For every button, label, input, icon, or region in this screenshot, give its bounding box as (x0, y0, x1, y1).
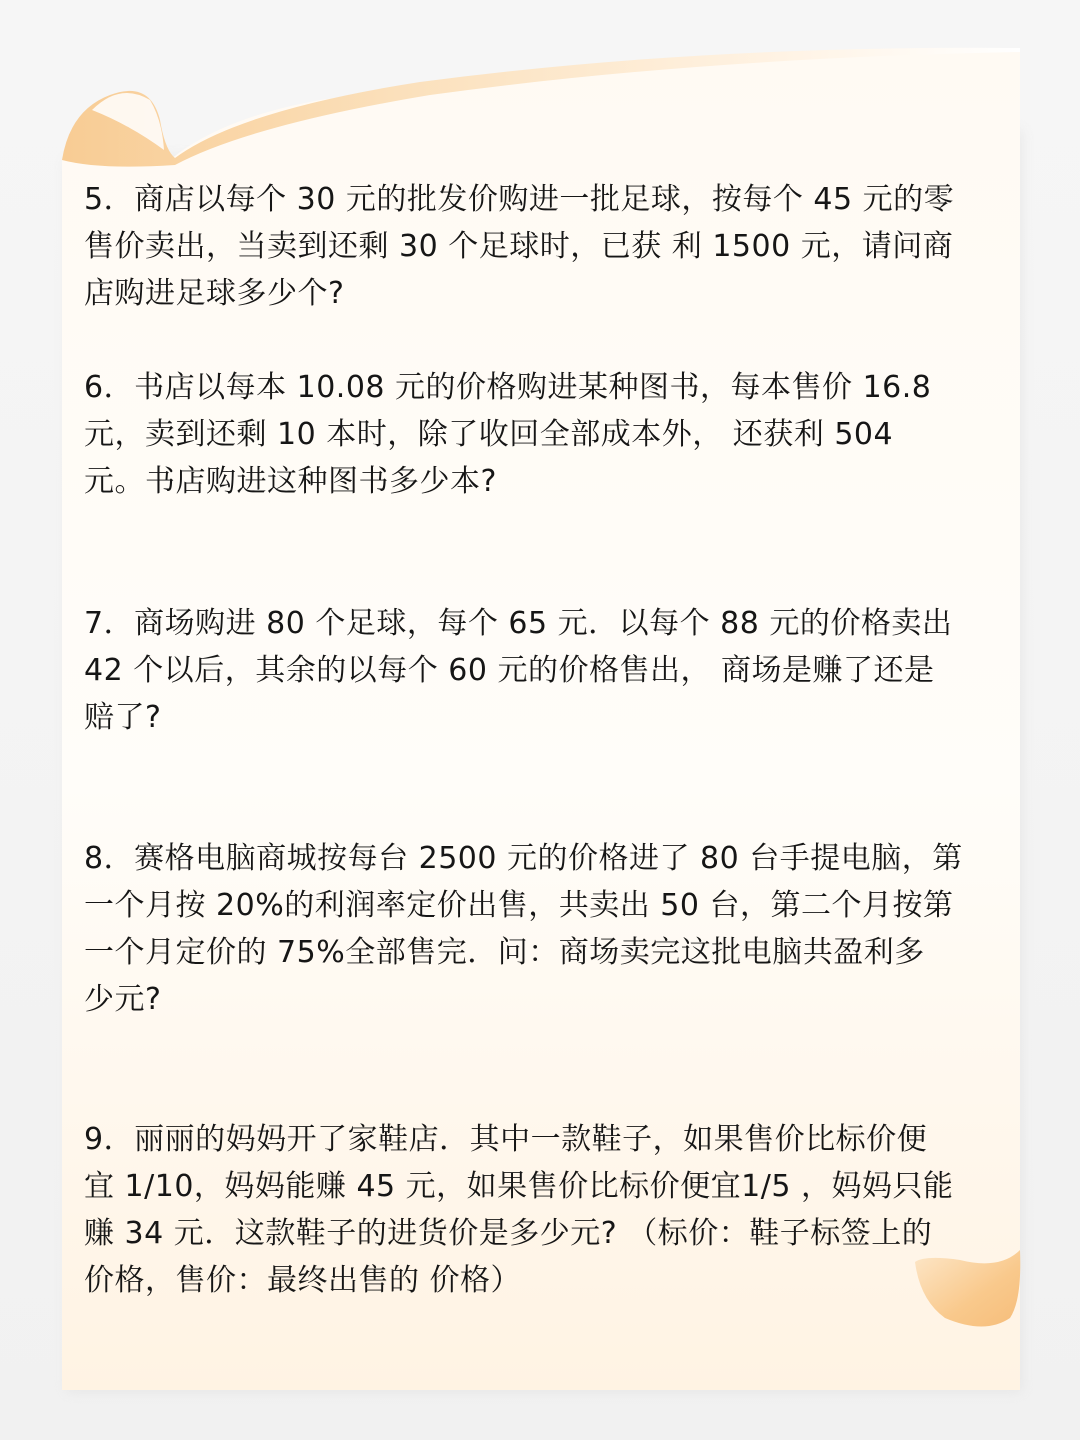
problem-6 (84, 364, 931, 505)
problem-9 (84, 1116, 953, 1304)
problem-5-line-3: 店购进足球多少个? (84, 276, 345, 311)
problem-8-line-3: 一个月定价的 75%全部售完．问：商场卖完这批电脑共盈利多 (84, 935, 925, 970)
problem-7-line-2: 42 个以后，其余的以每个 60 元的价格售出， 商场是赚了还是 (84, 653, 935, 688)
problem-6-line-1: 6．书店以每本 10.08 元的价格购进某种图书，每本售价 16.8 (84, 370, 932, 405)
problem-6-line-3: 元。书店购进这种图书多少本? (84, 464, 497, 499)
problem-5-line-1: 5．商店以每个 30 元的批发价购进一批足球，按每个 45 元的零 (84, 182, 955, 217)
problem-9-line-2: 宜 1/10，妈妈能赚 45 元，如果售价比标价便宜1/5 ，妈妈只能 (84, 1169, 954, 1204)
problem-8-line-2: 一个月按 20%的利润率定价出售，共卖出 50 台，第二个月按第 (84, 888, 954, 923)
problem-7-line-3: 赔了? (84, 700, 162, 735)
problem-6-line-2: 元，卖到还剩 10 本时，除了收回全部成本外， 还获利 504 (84, 417, 894, 452)
problem-5-line-2: 售价卖出，当卖到还剩 30 个足球时，已获 利 1500 元，请问商 (84, 229, 954, 264)
problem-9-line-1: 9．丽丽的妈妈开了家鞋店．其中一款鞋子，如果售价比标价便 (84, 1122, 928, 1157)
problem-8 (84, 835, 963, 1023)
problem-7-line-1: 7．商场购进 80 个足球，每个 65 元．以每个 88 元的价格卖出 (84, 606, 953, 641)
problem-9-line-3: 赚 34 元．这款鞋子的进货价是多少元? （标价：鞋子标签上的 (84, 1216, 933, 1251)
problem-9-line-4: 价格，售价：最终出售的 价格） (84, 1263, 522, 1298)
problem-7 (84, 600, 952, 741)
problem-8-line-1: 8．赛格电脑商城按每台 2500 元的价格进了 80 台手提电脑，第 (84, 841, 963, 876)
problem-5 (84, 176, 954, 317)
problem-8-line-4: 少元? (84, 982, 162, 1017)
